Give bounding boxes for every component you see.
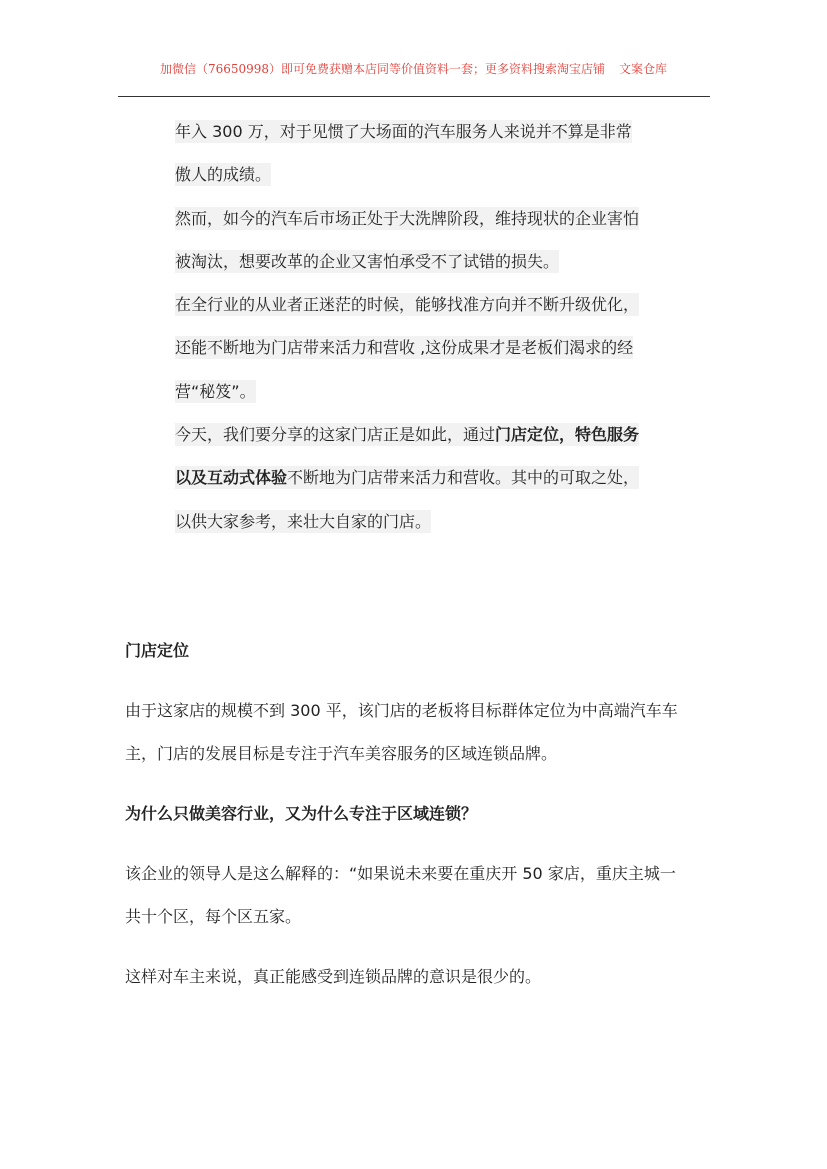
question-heading: 为什么只做美容行业，又为什么专注于区域连锁？ <box>125 804 478 823</box>
intro-line: 然而，如今的汽车后市场正处于大洗牌阶段，维持现状的企业害怕 <box>175 208 640 228</box>
intro-line: 被淘汰，想要改革的企业又害怕承受不了试错的损失。 <box>175 251 560 271</box>
header-promo-text: 加微信（76650998）即可免费获赠本店同等价值资料一套；更多资料搜索淘宝店铺 <box>159 62 606 76</box>
paragraph-line: 由于这家店的规模不到 300 平，该门店的老板将目标群体定位为中高端汽车车 <box>125 701 678 720</box>
intro-line: 年入 300 万，对于见惯了大场面的汽车服务人来说并不算是非常 <box>175 122 632 141</box>
header-divider <box>118 96 710 97</box>
intro-line: 还能不断地为门店带来活力和营收 ,这份成果才是老板们渴求的经 <box>175 338 634 358</box>
bold-keyword: 门店定位，特色服务 <box>495 425 640 445</box>
intro-line: 傲人的成绩。 <box>175 165 272 185</box>
paragraph-line: 这样对车主来说，真正能感受到连锁品牌的意识是很少的。 <box>125 967 542 986</box>
bold-keyword: 以及互动式体验 <box>175 468 288 488</box>
intro-line: 营“秘笈”。 <box>175 381 256 401</box>
paragraph-line: 该企业的领导人是这么解释的：“如果说未来要在重庆开 50 家店，重庆主城一 <box>125 864 676 883</box>
intro-line: 今天，我们要分享的这家门店正是如此，通过门店定位，特色服务 <box>175 425 640 445</box>
intro-highlighted-block <box>175 119 639 552</box>
intro-line: 在全行业的从业者正迷茫的时候，能够找准方向并不断升级优化， <box>175 295 640 315</box>
header-shop-name: 文案仓库 <box>619 62 668 76</box>
paragraph-line: 主，门店的发展目标是专注于汽车美容服务的区域连锁品牌。 <box>125 744 558 763</box>
intro-line: 以供大家参考，来壮大自家的门店。 <box>175 511 432 531</box>
page-header <box>0 60 827 77</box>
intro-line: 以及互动式体验不断地为门店带来活力和营收。其中的可取之处， <box>175 468 640 488</box>
paragraph-line: 共十个区，每个区五家。 <box>125 907 302 926</box>
section-heading: 门店定位 <box>125 641 190 660</box>
